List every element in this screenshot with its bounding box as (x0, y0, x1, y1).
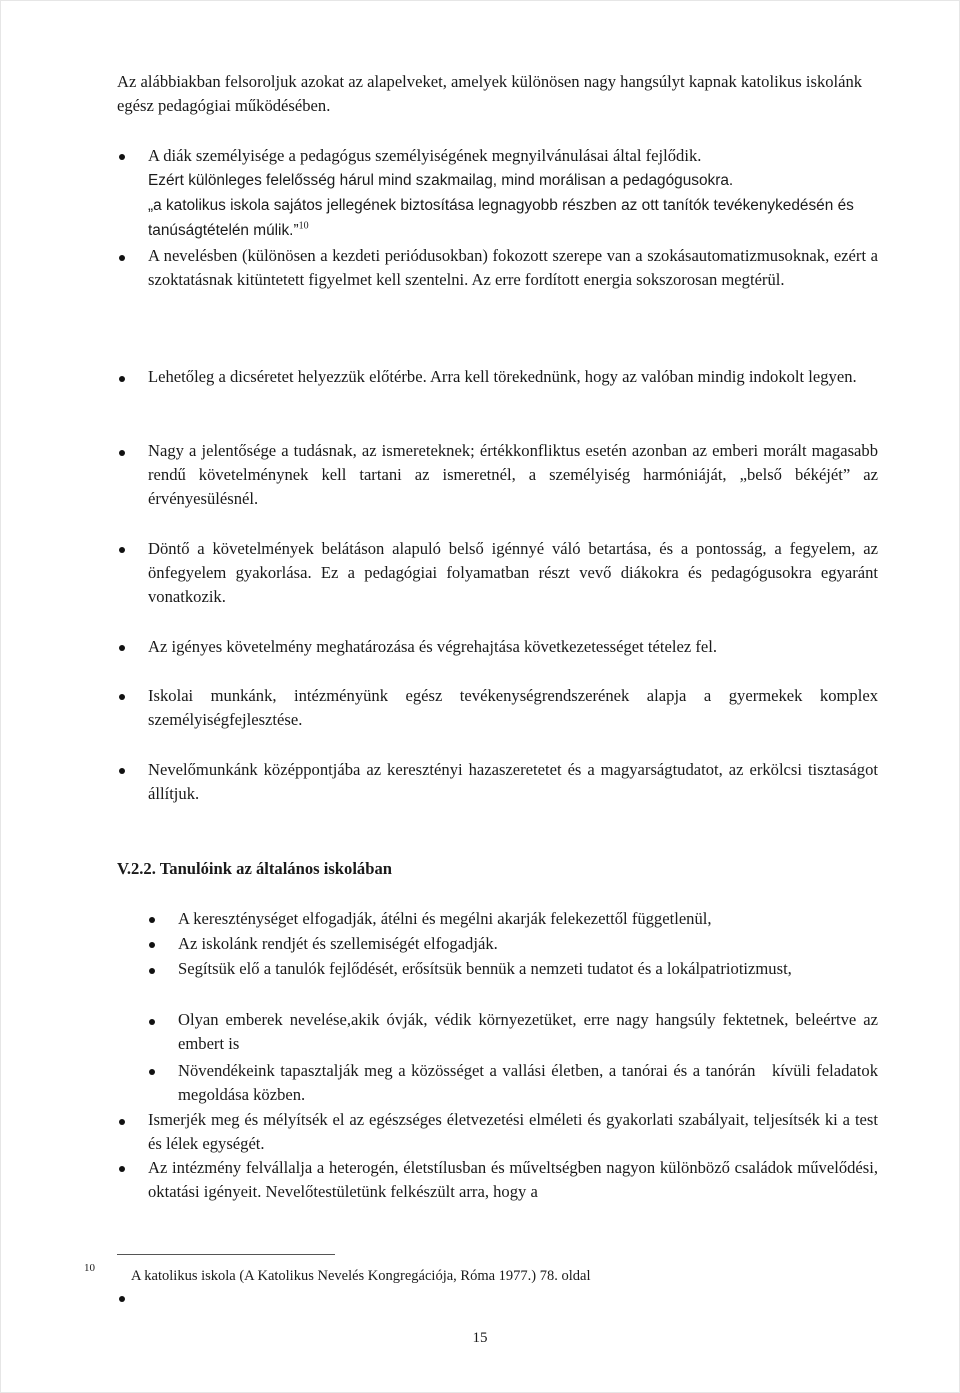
page-number: 15 (472, 1330, 488, 1346)
bullet-icon (119, 645, 125, 651)
bullet-icon (149, 1069, 155, 1075)
sub-bullet-3: Segítsük elő a tanulók fejlődését, erősítsük bennük a nemzeti tudatot és a lokálpatriotizmust, (178, 959, 792, 978)
tail-bullet-2: Az intézmény felvállalja a heterogén, életstílusban és műveltségben nagyon különböző családok művelődési, oktatási igényeit. Nevelőtestületünk felkészült arra, hogy a (148, 1158, 878, 1201)
bullet-icon (119, 450, 125, 456)
bullet-paragraph-5: Döntő a követelmények belátáson alapuló belső igénnyé váló betartása, és a pontosság, a fegyelem, az önfegyelem gyakorlása. Ez a pedagógiai folyamatban részt vevő diákokra és pedagógusokra egyaránt vonatkozik. (148, 539, 878, 606)
section-heading: V.2.2. Tanulóink az általános iskolában (117, 859, 392, 878)
bullet-icon (119, 1166, 125, 1172)
bullet-paragraph-7: Iskolai munkánk, intézményünk egész tevékenységrendszerének alapja a gyermekek komplex személyiségfejlesztése. (148, 686, 878, 729)
footnote-text: A katolikus iskola (A Katolikus Nevelés Kongregációja, Róma 1977.) 78. oldal (131, 1268, 591, 1284)
sub-bullet-2: Az iskolánk rendjét és szellemiségét elfogadják. (178, 934, 498, 953)
sub-bullet-1: A kereszténységet elfogadják, átélni és megélni akarják felekezettől függetlenül, (178, 909, 712, 928)
bullet-paragraph-1 (148, 144, 878, 243)
bullet-1-quote: „a katolikus iskola sajátos jellegének biztosítása legnagyobb részben az ott tanítók tevékenykedésén és tanúságtételén múlik.” (148, 197, 854, 239)
bullet-icon (119, 768, 125, 774)
bullet-icon (119, 255, 125, 261)
sub-bullet-5: Növendékeink tapasztalják meg a közösséget a vallási életben, a tanórai és a tanórán kívüli feladatok megoldása közben. (178, 1061, 883, 1104)
footnote-ref: 10 (298, 220, 309, 232)
bullet-paragraph-3: Lehetőleg a dicséretet helyezzük előtérbe. Arra kell törekednünk, hogy az valóban mindig indokolt legyen. (148, 367, 857, 386)
bullet-icon (149, 942, 155, 948)
bullet-paragraph-2: A nevelésben (különösen a kezdeti periódusokban) fokozott szerepe van a szokásautomatizmusoknak, ezért a szoktatásnak kitüntetett figyelmet kell szentelni. Az erre fordított energia sokszorosan megtérül. (148, 246, 878, 289)
bullet-icon (119, 376, 125, 382)
tail-bullet-1: Ismerjék meg és mélyítsék el az egészséges életvezetési elméleti és gyakorlati szabályait, teljesítsék ki a test és lélek egységét. (148, 1110, 878, 1153)
bullet-icon (119, 1119, 125, 1125)
sub-bullet-4: Olyan emberek nevelése,akik óvják, védik környezetüket, erre nagy hangsúly fektetnek, beleértve az embert is (178, 1010, 878, 1053)
bullet-icon (149, 968, 155, 974)
footnote-mark: 10 (84, 1262, 95, 1274)
bullet-paragraph-6: Az igényes követelmény meghatározása és végrehajtása következetességet tételez fel. (148, 637, 717, 656)
intro-paragraph: Az alábbiakban felsoroljuk azokat az alapelveket, amelyek különösen nagy hangsúlyt kapnak katolikus iskolánk egész pedagógiai működésében. (117, 72, 863, 115)
bullet-icon (119, 694, 125, 700)
bullet-1-line1: A diák személyisége a pedagógus személyiségének megnyilvánulásai által fejlődik. (148, 146, 702, 165)
bullet-paragraph-4: Nagy a jelentősége a tudásnak, az ismereteknek; értékkonfliktus esetén azonban az emberi morált magasabb rendű követelménynek kell tartani az ismeretnél, a személyiség harmóniáját, „belső békéjét” az érvényesülésnél. (148, 441, 878, 508)
bullet-1-line2: Ezért különleges felelősség hárul mind szakmailag, mind morálisan a pedagógusokra. (148, 172, 734, 189)
bullet-icon (149, 917, 155, 923)
bullet-icon (119, 547, 125, 553)
bullet-icon (119, 154, 125, 160)
bullet-paragraph-8: Nevelőmunkánk középpontjába az keresztényi hazaszeretetet és a magyarságtudatot, az erkölcsi tisztaságot állítjuk. (148, 760, 878, 803)
bullet-icon (119, 1296, 125, 1302)
bullet-icon (149, 1019, 155, 1025)
footnote-rule (117, 1254, 335, 1255)
